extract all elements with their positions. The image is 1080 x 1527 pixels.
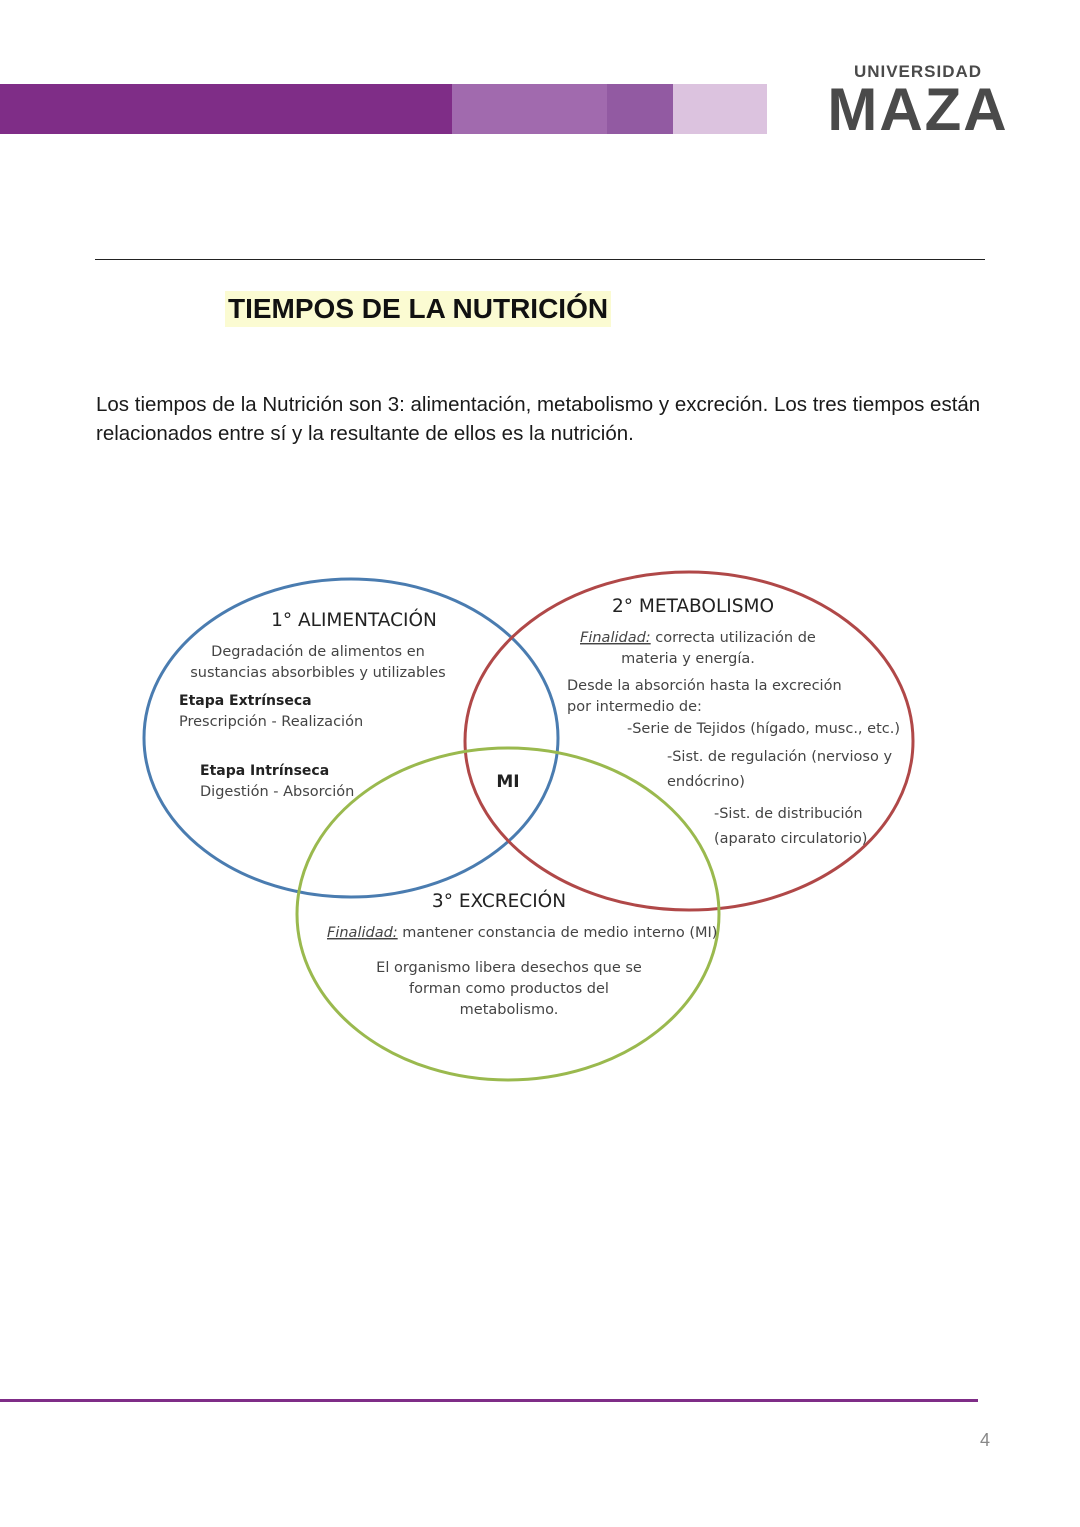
- alimentacion-desc-line1: Degradación de alimentos en: [211, 644, 425, 660]
- metabolismo-item2-line2: endócrino): [667, 774, 745, 790]
- metabolismo-desde-line1: Desde la absorción hasta la excreción: [567, 678, 842, 694]
- etapa-intrinseca-text: Digestión - Absorción: [200, 784, 355, 800]
- excrecion-desc-line3: metabolismo.: [459, 1002, 559, 1018]
- footer-divider: [0, 1399, 978, 1402]
- logo-university-label: UNIVERSIDAD: [853, 62, 983, 81]
- excrecion-circle: [297, 748, 719, 1080]
- center-mi-label: MI: [496, 772, 520, 792]
- intro-paragraph: Los tiempos de la Nutrición son 3: alimentación, metabolismo y excreción. Los tres tiempos están relacionados entre sí y la resultante de ellos es la nutrición.: [96, 393, 981, 445]
- excrecion-title: 3° EXCRECIÓN: [431, 891, 567, 912]
- metabolismo-item3-line2: (aparato circulatorio): [714, 831, 868, 847]
- metabolismo-desde-line2: por intermedio de:: [567, 699, 702, 715]
- alimentacion-title: 1° ALIMENTACIÓN: [271, 610, 437, 631]
- metabolismo-item1: -Serie de Tejidos (hígado, musc., etc.): [627, 721, 900, 737]
- logo-maza: MAZA: [827, 76, 1009, 143]
- metabolismo-finalidad-text: correcta utilización de: [650, 630, 816, 646]
- excrecion-finalidad-text: mantener constancia de medio interno (MI): [397, 925, 718, 941]
- metabolismo-title: 2° METABOLISMO: [611, 596, 775, 617]
- metabolismo-item2-line1: -Sist. de regulación (nervioso y: [667, 749, 893, 765]
- etapa-intrinseca-label: Etapa Intrínseca: [200, 763, 330, 779]
- metabolismo-finalidad: [580, 630, 816, 646]
- excrecion-finalidad: [327, 925, 717, 941]
- etapa-extrinseca-text: Prescripción - Realización: [179, 714, 364, 730]
- metabolismo-item3-line1: -Sist. de distribución: [714, 806, 863, 822]
- etapa-extrinseca-label: Etapa Extrínseca: [179, 693, 312, 709]
- page-number: 4: [979, 1430, 990, 1450]
- metabolismo-finalidad-label: Finalidad:: [580, 630, 651, 646]
- metabolismo-finalidad-line2: materia y energía.: [621, 651, 755, 667]
- excrecion-finalidad-label: Finalidad:: [327, 925, 398, 941]
- excrecion-desc-line1: El organismo libera desechos que se: [376, 960, 642, 976]
- metabolismo-circle: [465, 572, 913, 910]
- page-title: TIEMPOS DE LA NUTRICIÓN: [225, 291, 611, 327]
- excrecion-desc-line2: forman como productos del: [409, 981, 609, 997]
- alimentacion-desc-line2: sustancias absorbibles y utilizables: [190, 665, 446, 681]
